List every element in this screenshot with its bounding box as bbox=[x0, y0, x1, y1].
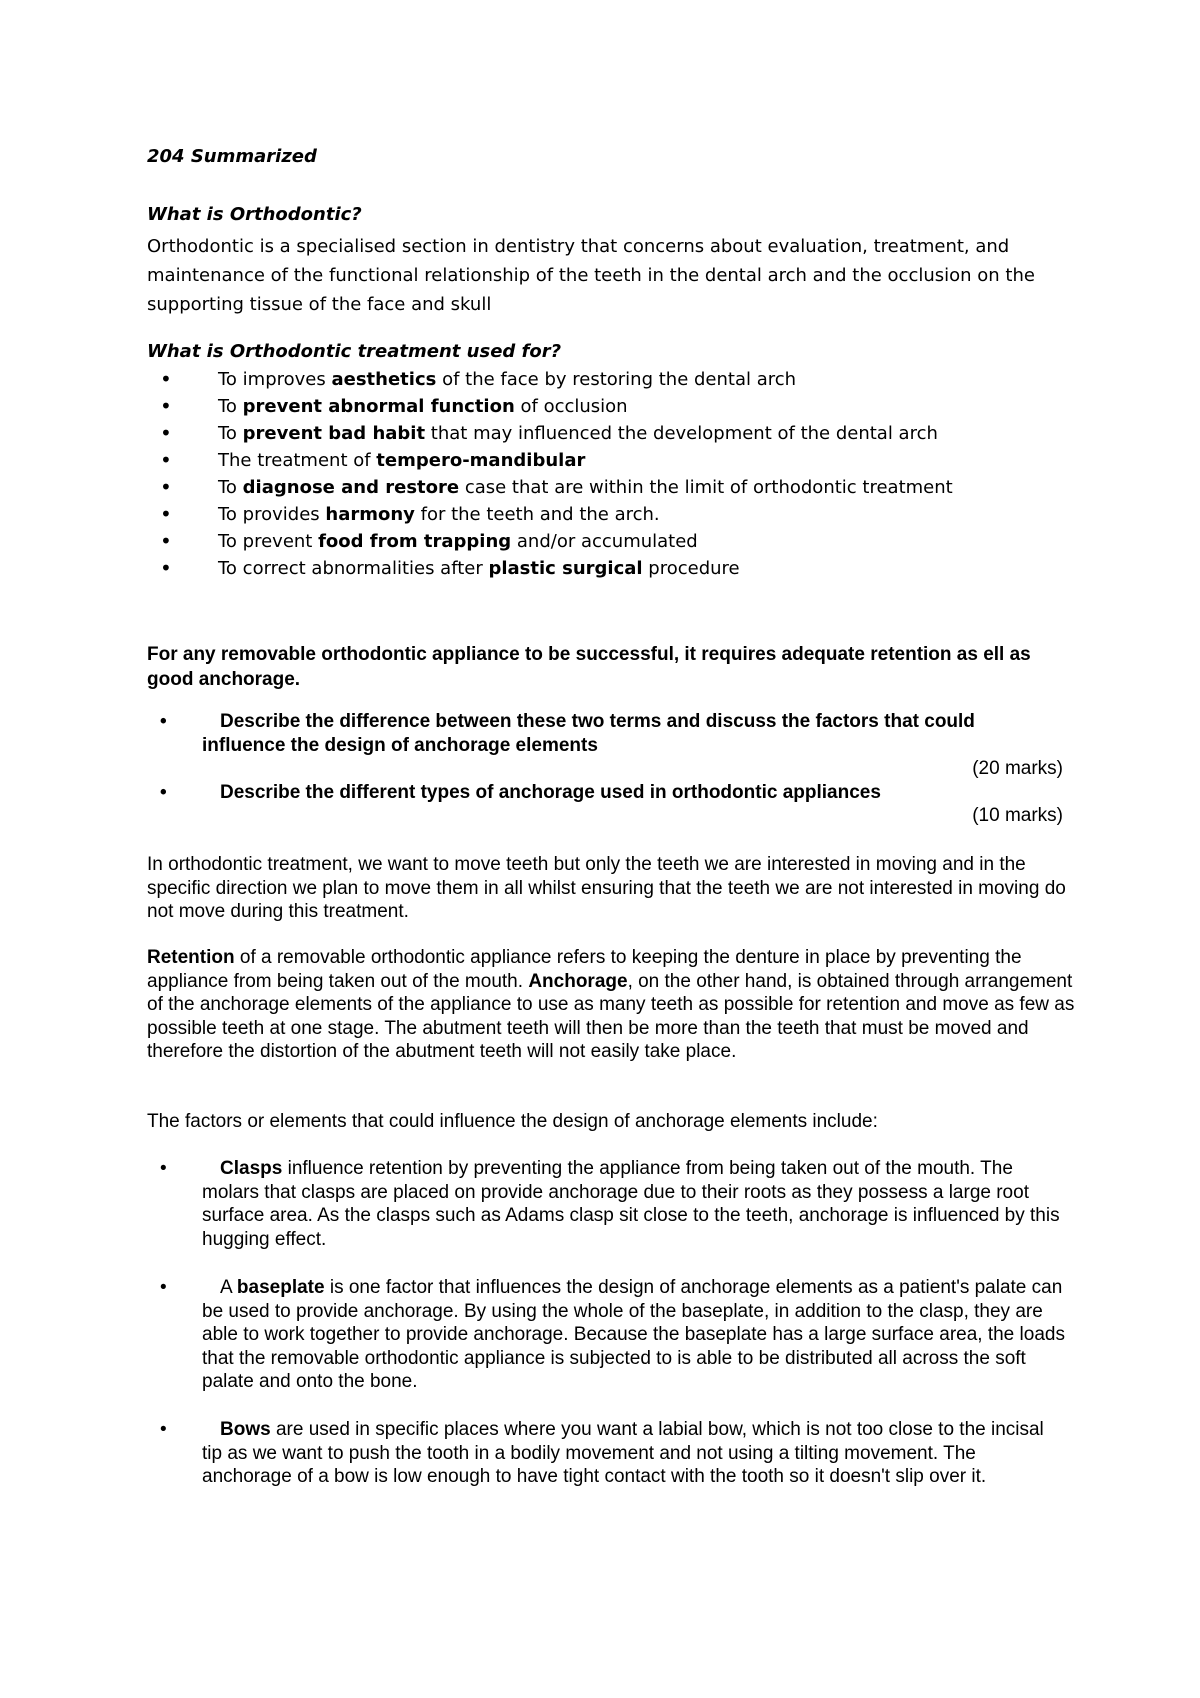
bullet-icon: • bbox=[160, 1277, 167, 1298]
factor-item-clasps: • Clasps influence retention by preventing the appliance from being taken out of the mouth. The molars that clasps are placed on provide anchorage due to their roots as they possess a large root surface area. As the clasps such as Adams clasp sit close to the teeth, anchorage is influenced by this hugging effect. bbox=[160, 1158, 1060, 1250]
orthodontic-definition: Orthodontic is a specialised section in dentistry that concerns about evaluation, treatment, and maintenance of the functional relationship of the teeth in the dental arch and the occlusion on the supporting tissue of the face and skull bbox=[147, 236, 1035, 315]
factor-item-bows: • Bows are used in specific places where you want a labial bow, which is not too close to the incisal tip as we want to push the tooth in a bodily movement and not using a tilting movement. The anchorage of a bow is low enough to have tight contact with the tooth so it doesn't slip over it. bbox=[160, 1419, 1044, 1488]
list-item: • To correct abnormalities after plastic surgical procedure bbox=[160, 556, 740, 580]
list-item: • To provides harmony for the teeth and the arch. bbox=[160, 502, 660, 526]
bullet-icon: • bbox=[160, 782, 167, 803]
bullet-icon: • bbox=[160, 448, 172, 472]
list-item: • To prevent bad habit that may influenced the development of the dental arch bbox=[160, 421, 938, 445]
list-item: • To improves aesthetics of the face by restoring the dental arch bbox=[160, 367, 797, 391]
exam-question-intro: For any removable orthodontic appliance to be successful, it requires adequate retention as ell as good anchorage. bbox=[147, 644, 1031, 690]
term-retention: Retention bbox=[147, 947, 235, 968]
document-title: 204 Summarized bbox=[147, 146, 317, 167]
bullet-icon: • bbox=[160, 502, 172, 526]
question-what-is-orthodontic: What is Orthodontic? bbox=[147, 204, 362, 225]
bullet-icon: • bbox=[160, 711, 167, 732]
marks-label: (10 marks) bbox=[972, 805, 1063, 826]
bullet-icon: • bbox=[160, 367, 172, 391]
paragraph-treatment: In orthodontic treatment, we want to move teeth but only the teeth we are interested in moving and in the specific direction we plan to move them in all whilst ensuring that the teeth we are not interested in moving do not move during this treatment. bbox=[147, 854, 1066, 923]
bullet-icon: • bbox=[160, 1419, 167, 1440]
bullet-icon: • bbox=[160, 529, 172, 553]
list-item: • To diagnose and restore case that are within the limit of orthodontic treatment bbox=[160, 475, 953, 499]
paragraph-retention-anchorage: Retention of a removable orthodontic appliance refers to keeping the denture in place by preventing the appliance from being taken out of the mouth. Anchorage, on the other hand, is obtained through arrangement of the anchorage elements of the appliance to use as many teeth as possible for retention and move as few as possible teeth at one stage. The abutment teeth will then be more than the teeth that must be moved and therefore the distortion of the abutment teeth will not easily take place. bbox=[147, 947, 1075, 1063]
list-item: • The treatment of tempero-mandibular bbox=[160, 448, 586, 472]
marks-label: (20 marks) bbox=[972, 758, 1063, 779]
bullet-icon: • bbox=[160, 475, 172, 499]
bullet-icon: • bbox=[160, 394, 172, 418]
bullet-icon: • bbox=[160, 556, 172, 580]
exam-question-b: • Describe the different types of anchorage used in orthodontic appliances bbox=[160, 782, 881, 803]
list-item: • To prevent abnormal function of occlusion bbox=[160, 394, 628, 418]
factor-item-baseplate: • A baseplate is one factor that influences the design of anchorage elements as a patient's palate can be used to provide anchorage. By using the whole of the baseplate, in addition to the clasp, they are able to work together to provide anchorage. Because the baseplate has a large surface area, the loads that the removable orthodontic appliance is subjected to is able to be distributed all across the soft palate and onto the bone. bbox=[160, 1277, 1065, 1393]
bullet-icon: • bbox=[160, 421, 172, 445]
term-anchorage: Anchorage bbox=[528, 970, 628, 992]
list-item: • To prevent food from trapping and/or accumulated bbox=[160, 529, 698, 553]
question-treatment-used-for: What is Orthodontic treatment used for? bbox=[147, 341, 562, 362]
exam-question-a: • Describe the difference between these two terms and discuss the factors that could influence the design of anchorage elements bbox=[160, 711, 975, 756]
paragraph-factors-intro: The factors or elements that could influence the design of anchorage elements include: bbox=[147, 1111, 878, 1132]
treatment-uses-list bbox=[160, 366, 953, 582]
bullet-icon: • bbox=[160, 1158, 167, 1179]
